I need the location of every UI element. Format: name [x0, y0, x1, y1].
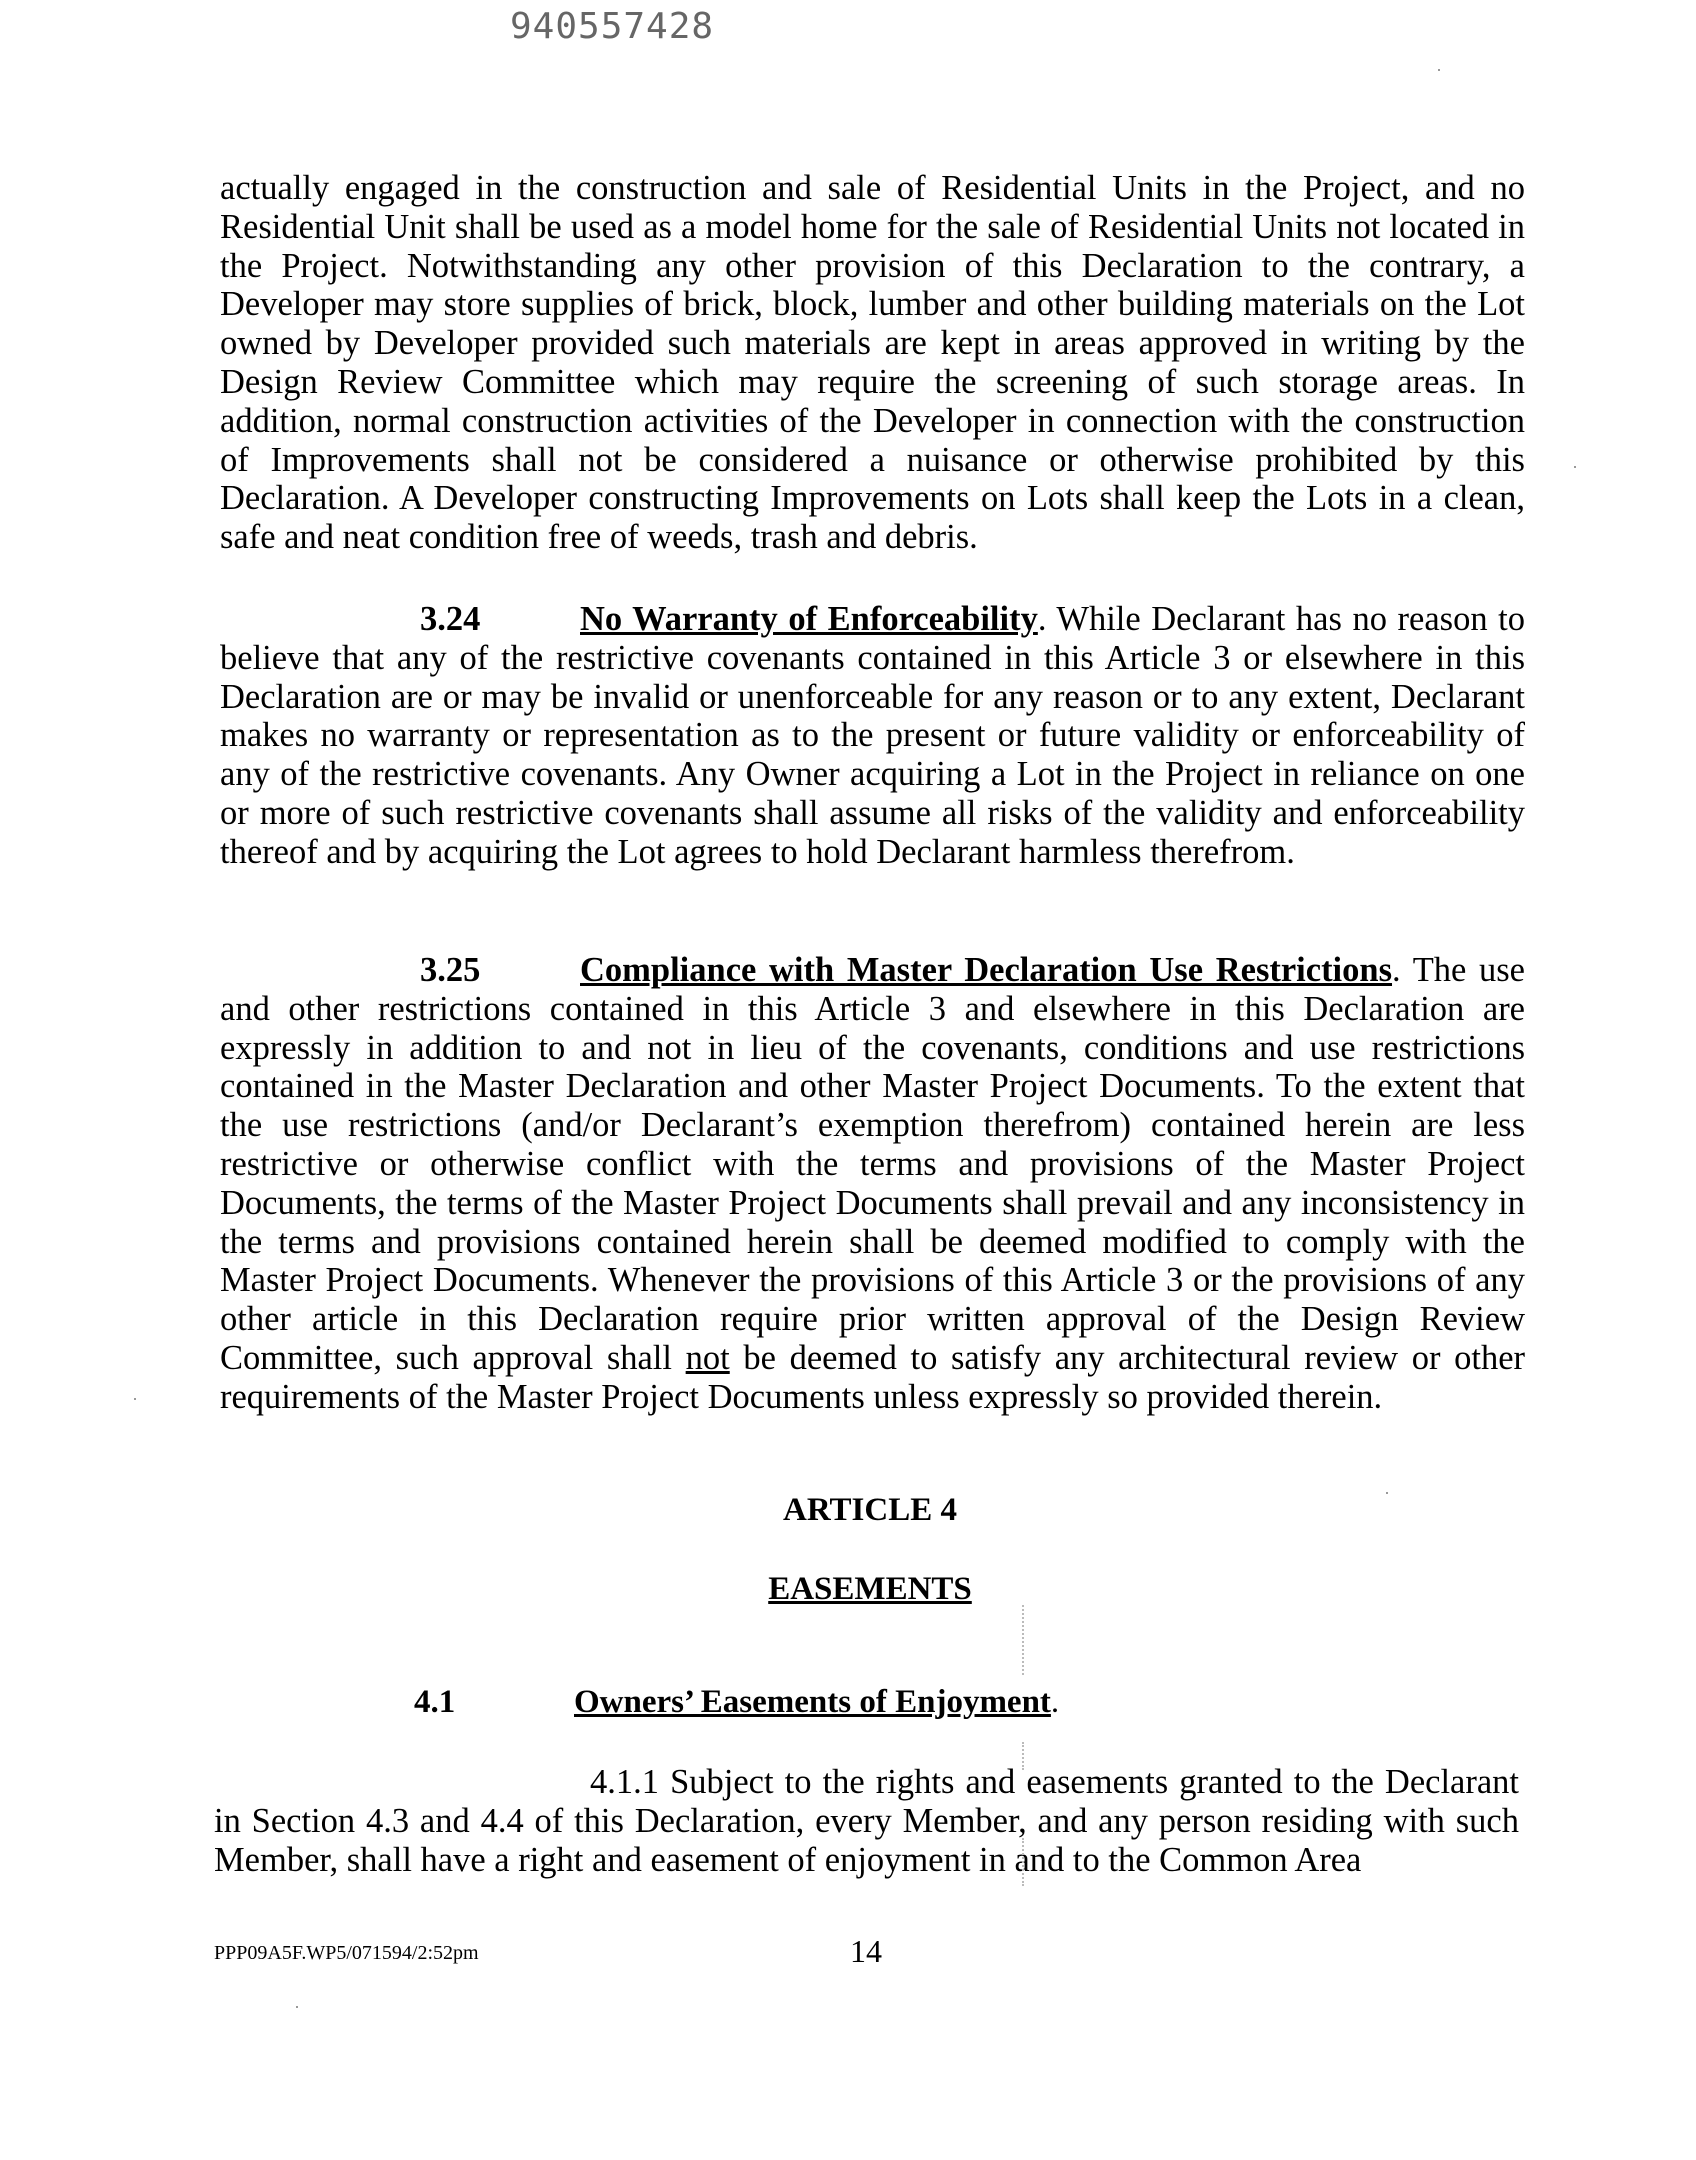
section-4-1-1-text: 4.1.1 Subject to the rights and easements granted to the Declarant in Section 4.3 and 4.4 of this Declaration, every Member, and any person residing with such Member, shall have a right and easement of enjoyment in and to the Common Area — [214, 1763, 1519, 1879]
section-number: 3.25 — [420, 951, 481, 989]
section-3-25 — [220, 951, 1525, 1417]
section-title: No Warranty of Enforceability — [580, 600, 1038, 638]
scan-speck — [134, 1398, 136, 1400]
section-text: . While Declarant has no reason to believe that any of the restrictive covenants contained in this Article 3 or elsewhere in this Declaration are or may be invalid or unenforceable for any reason or to any extent, Declarant makes no warranty or representation as to the present or future validity or enforceability of any of the restrictive covenants. Any Owner acquiring a Lot in the Project in reliance on one or more of such restrictive covenants shall assume all risks of the validity and enforceability thereof and by acquiring the Lot agrees to hold Declarant harmless therefrom. — [220, 600, 1525, 871]
section-text-a: . The use and other restrictions contained in this Article 3 and elsewhere in this Declaration are expressly in addition to and not in lieu of the covenants, conditions and use restrictions contained in the Master Declaration and other Master Project Documents. To the extent that the use restrictions (and/or Declarant’s exemption therefrom) contained herein are less restrictive or otherwise conflict with the terms and provisions of the Master Project Documents, the terms of the Master Project Documents shall prevail and any inconsistency in the terms and provisions contained herein shall be deemed modified to comply with the Master Project Documents. Whenever the provisions of this Article 3 or the provisions of any other article in this Declaration require prior written approval of the Design Review Committee, such approval shall — [220, 951, 1525, 1377]
emphasis-not: not — [685, 1338, 730, 1377]
scan-speck — [1438, 69, 1440, 71]
scan-artifact — [1022, 1605, 1024, 1675]
section-4-1 — [414, 1684, 1059, 1721]
section-3-24 — [220, 600, 1525, 872]
article-heading: ARTICLE 4 — [783, 1492, 957, 1528]
section-4-1-1 — [214, 1763, 1519, 1879]
section-title: Owners’ Easements of Enjoyment — [574, 1684, 1051, 1720]
section-number: 4.1 — [414, 1684, 456, 1720]
section-text-b: be deemed to satisfy any architectural review or other requirements of the Master Project Documents unless expressly so provided therein. — [220, 1338, 1525, 1416]
section-number: 3.24 — [420, 600, 481, 638]
section-period: . — [1050, 1684, 1060, 1720]
article-title: EASEMENTS — [768, 1571, 972, 1607]
scan-speck — [296, 2006, 298, 2008]
scan-artifact — [1022, 1838, 1024, 1886]
paragraph-continued-text: actually engaged in the construction and sale of Residential Units in the Project, and no Residential Unit shall be used as a model home for the sale of Residential Units not located in the Project. Notwithstanding any other provision of this Declaration to the contrary, a Developer may store supplies of brick, block, lumber and other building materials on the Lot owned by Developer provided such materials are kept in areas approved in writing by the Design Review Committee which may require the screening of such storage areas. In addition, normal construction activities of the Developer in connection with the construction of Improvements shall not be considered a nuisance or otherwise prohibited by this Declaration. A Developer constructing Improvements on Lots shall keep the Lots in a clean, safe and neat condition free of weeds, trash and debris. — [220, 169, 1525, 557]
page-number: 14 — [850, 1933, 882, 1969]
scan-speck — [1574, 466, 1576, 468]
section-title: Compliance with Master Declaration Use Restrictions — [580, 951, 1393, 989]
scan-artifact — [1022, 1742, 1024, 1770]
document-id-stamp: 940557428 — [510, 6, 715, 47]
scan-speck — [1386, 1492, 1388, 1494]
footer-file-code: PPP09A5F.WP5/071594/2:52pm — [214, 1942, 479, 1964]
paragraph-continued — [220, 169, 1525, 557]
